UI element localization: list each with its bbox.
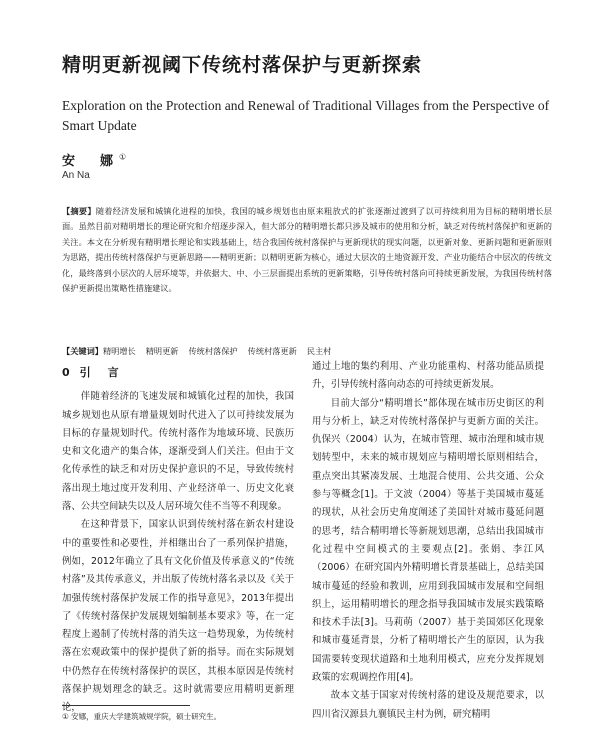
paper-title-en: Exploration on the Protection and Renewal of Traditional Villages from the Perspective of Smart Update	[62, 98, 550, 133]
keywords-label: 【关键词】	[62, 346, 103, 356]
footnote: ① 安娜，重庆大学建筑城规学院，硕士研究生。	[62, 712, 222, 721]
body-paragraph: 伴随着经济的飞速发展和城镇化过程的加快，我国城乡规划也从原有增量规划时代进入了以可持续发展为目标的存量规划时代。传统村落作为地域环境、民族历史和文化遗产的集合体，逐渐受到人们关注。但由于文化传承性的缺乏和对历史保护意识的不足，导致传统村落出现土地过度开发利用、产业经济单一、历史文化衰落、公共空间缺失以及人居环境欠佳不当等不利现象。	[62, 391, 294, 513]
keyword-item: 传统村落更新	[247, 346, 297, 356]
author-name-cn	[62, 150, 126, 169]
body-paragraph: 故本文基于国家对传统村落的建设及规范要求，以四川省汉源县九襄镇民主村为例，研究精明	[312, 690, 544, 720]
keyword-item: 精明增长	[102, 346, 136, 356]
body-column-left	[62, 364, 294, 718]
body-paragraph: 在这种背景下，国家认识到传统村落在新农村建设中的重要性和必要性，并相继出台了一系列保护措施，例如，2012年确立了具有文化价值及传承意义的“传统村落”及其传承意义，并出版了传统村落名录以及《关于加强传统村落保护发展工作的指导意见》，2013年提出了《传统村落保护发展规划编制基本要求》等，在一定程度上遏制了传统村落的消失这一趋势现象，为传统村落在宏观政策中的保护提供了新的指导。而在实际规划中仍然存在传统村落保护的误区，其根本原因是传统村落保护规划理念的缺乏。这时就需要应用精明更新理论，	[62, 519, 294, 714]
section-heading	[62, 364, 294, 382]
keyword-item: 传统村落保护	[188, 346, 238, 356]
abstract-label: 【摘要】	[62, 206, 96, 216]
section-number: 0	[62, 366, 70, 379]
body-column-right	[312, 358, 544, 724]
author-name-en: An Na	[62, 170, 90, 181]
keyword-item: 民主村	[306, 346, 332, 356]
abstract	[62, 204, 552, 296]
paper-title-cn: 精明更新视阈下传统村落保护与更新探索	[62, 54, 423, 76]
author-name-text: 安 娜	[62, 154, 120, 169]
abstract-text: 随着经济发展和城镇化进程的加快，我国的城乡规划也由原来粗放式的扩张逐渐过渡到了以可持续利用为目标的精明增长层面。虽然目前对精明增长的理论研究和介绍逐步深入，但大部分的精明增长都只涉及城市的使用和分析，缺乏对传统村落保护和更新的关注。本文在分析现有精明增长理论和实践基础上，结合我国传统村落保护与更新现状的现实问题，以更新对象、更新问题和更新原则为思路，提出传统村落保护与更新思路——精明更新；以精明更新为核心，通过大层次的土地资源开发、产业功能结合中层次的传统文化，最终落到小层次的人居环境等，并依据大、中、小三层面提出系统的更新策略，引导传统村落向可持续更新发展，为我国传统村落保护更新提出策略性措施建议。	[62, 206, 552, 294]
keyword-item: 精明更新	[145, 346, 179, 356]
footnote-divider	[62, 705, 190, 706]
body-paragraph: 通过上地的集约利用、产业功能重构、村落功能品质提升，引导传统村落向动态的可持续更新发展。	[312, 361, 544, 391]
body-paragraph: 目前大部分“精明增长”都体现在城市历史街区的利用与分析上，缺乏对传统村落保护与更新方面的关注。仇保兴（2004）认为，在城市管理、城市治理和城市规划转型中，未来的城市规划应与精明增长原则相结合，重点突出其紧凑发展、土地混合使用、公共交通、公众参与等概念[1]。于文波（2004）等基于美国城市蔓延的现状，从社会历史角度阐述了美国针对城市蔓延问题的思考，结合精明增长等新规划思潮，总结出我国城市化过程中空间模式的主要观点[2]。张娟、李江风（2006）在研究国内外精明增长背景基础上，总结美国城市蔓延的经验和教训，应用到我国城市发展和空间组织上，运用精明增长的理念指导我国城市发展实践策略和技术手法[3]。马莉萌（2007）基于美国郊区化现象和城市蔓延背景，分析了精明增长产生的原因，认为我国需要转变现状道路和土地利用模式，应充分发挥规划政策的宏观调控作用[4]。	[312, 397, 544, 684]
author-footnote-marker: ①	[119, 152, 127, 162]
keywords	[62, 344, 552, 359]
section-title: 引 言	[79, 366, 122, 379]
